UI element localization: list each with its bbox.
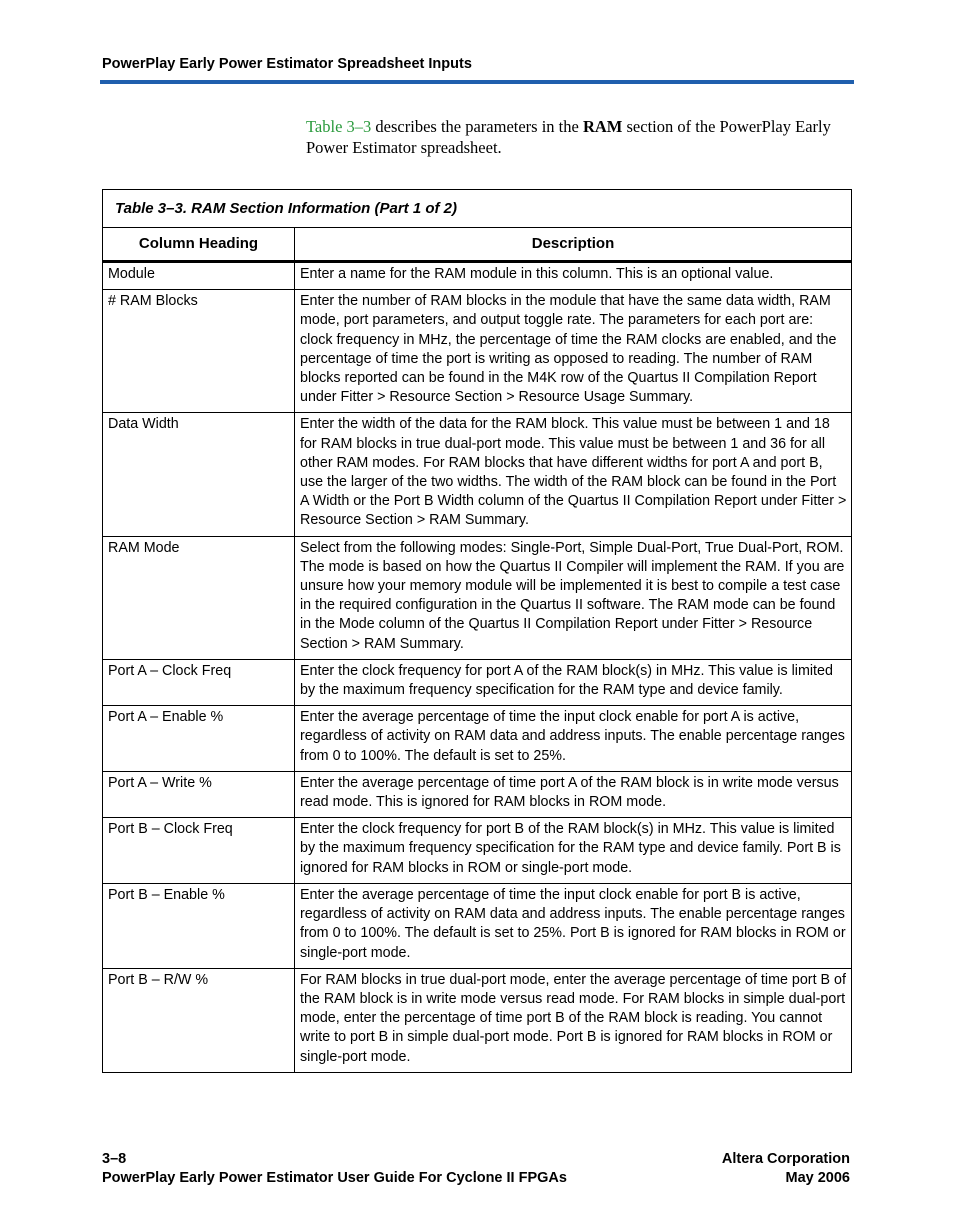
table-row <box>103 262 852 290</box>
row-heading: Port A – Clock Freq <box>103 659 295 705</box>
row-description: Enter the average percentage of time port A of the RAM block is in write mode versus read mode. This is ignored for RAM blocks in ROM mode. <box>295 771 852 817</box>
table-row <box>103 968 852 1072</box>
row-heading: Port A – Write % <box>103 771 295 817</box>
table-row <box>103 883 852 968</box>
intro-bold-ram: RAM <box>582 117 623 136</box>
company-name: Altera Corporation <box>721 1151 850 1167</box>
table-row <box>103 818 852 884</box>
intro-text-2: section of the PowerPlay Early Power Estimator spreadsheet. <box>306 117 831 157</box>
description-header: Description <box>295 228 852 262</box>
row-heading: # RAM Blocks <box>103 290 295 413</box>
page-footer <box>102 1150 850 1188</box>
table-row <box>103 413 852 536</box>
intro-text-1: describes the parameters in the <box>371 117 583 136</box>
row-description: For RAM blocks in true dual-port mode, enter the average percentage of time port B of the RAM block is in write mode versus read mode. For RAM blocks in simple dual-port mode, enter the percentage of time port B of the RAM block is reading. You cannot write to port B in simple dual-port mode. Port B is ignored for RAM blocks in ROM or single-port mode. <box>295 968 852 1072</box>
guide-title: PowerPlay Early Power Estimator User Guide For Cyclone II FPGAs <box>102 1170 567 1186</box>
row-heading: Port B – Enable % <box>103 883 295 968</box>
row-description: Select from the following modes: Single-Port, Simple Dual-Port, True Dual-Port, ROM. The mode is based on how the Quartus II Compiler will implement the RAM. If you are unsure how your memory module will be implemented it is best to compile a test case in the required configuration in the Quartus II software. The RAM mode can be found in the Mode column of the Quartus II Compilation Report under Fitter > Resource Section > RAM Summary. <box>295 536 852 659</box>
row-heading: Module <box>103 262 295 290</box>
row-heading: Data Width <box>103 413 295 536</box>
table-caption: Table 3–3. RAM Section Information (Part 1 of 2) <box>103 190 852 228</box>
row-description: Enter the clock frequency for port A of the RAM block(s) in MHz. This value is limited by the maximum frequency specification for the RAM type and device family. <box>295 659 852 705</box>
row-description: Enter the average percentage of time the input clock enable for port A is active, regardless of activity on RAM data and address inputs. The enable percentage ranges from 0 to 100%. The default is set to 25%. <box>295 706 852 772</box>
table-row <box>103 706 852 772</box>
table-row <box>103 771 852 817</box>
row-description: Enter the number of RAM blocks in the module that have the same data width, RAM mode, port parameters, and output toggle rate. The parameters for each port are: clock frequency in MHz, the percentage of time the RAM clocks are enabled, and the percentage of time the port is writing as opposed to reading. The number of RAM blocks reported can be found in the M4K row of the Quartus II Compilation Report under Fitter > Resource Section > Resource Usage Summary. <box>295 290 852 413</box>
running-header: PowerPlay Early Power Estimator Spreadsheet Inputs <box>102 56 472 72</box>
intro-paragraph <box>306 116 854 158</box>
row-heading: Port B – R/W % <box>103 968 295 1072</box>
row-description: Enter the width of the data for the RAM block. This value must be between 1 and 18 for RAM blocks in true dual-port mode. This value must be between 1 and 36 for all other RAM modes. For RAM blocks that have different widths for port A and port B, use the larger of the two widths. The width of the RAM block can be found in the Port A Width or the Port B Width column of the Quartus II Compilation Report under Fitter > Resource Section > RAM Summary. <box>295 413 852 536</box>
row-heading: Port B – Clock Freq <box>103 818 295 884</box>
row-description: Enter a name for the RAM module in this column. This is an optional value. <box>295 262 852 290</box>
table-row <box>103 536 852 659</box>
row-heading: RAM Mode <box>103 536 295 659</box>
header-rule <box>100 80 854 84</box>
page-number: 3–8 <box>102 1151 127 1167</box>
row-heading: Port A – Enable % <box>103 706 295 772</box>
table-row <box>103 659 852 705</box>
row-description: Enter the clock frequency for port B of the RAM block(s) in MHz. This value is limited by the maximum frequency specification for the RAM type and device family. Port B is ignored for RAM blocks in ROM or single-port mode. <box>295 818 852 884</box>
row-description: Enter the average percentage of time the input clock enable for port B is active, regardless of activity on RAM data and address inputs. The enable percentage ranges from 0 to 100%. The default is set to 25%. Port B is ignored for RAM blocks in ROM or single-port mode. <box>295 883 852 968</box>
publication-date: May 2006 <box>785 1170 850 1186</box>
table-xref-link[interactable]: Table 3–3 <box>306 117 372 136</box>
ram-section-table <box>102 189 852 1073</box>
column-heading-header: Column Heading <box>103 228 295 262</box>
table-row <box>103 290 852 413</box>
